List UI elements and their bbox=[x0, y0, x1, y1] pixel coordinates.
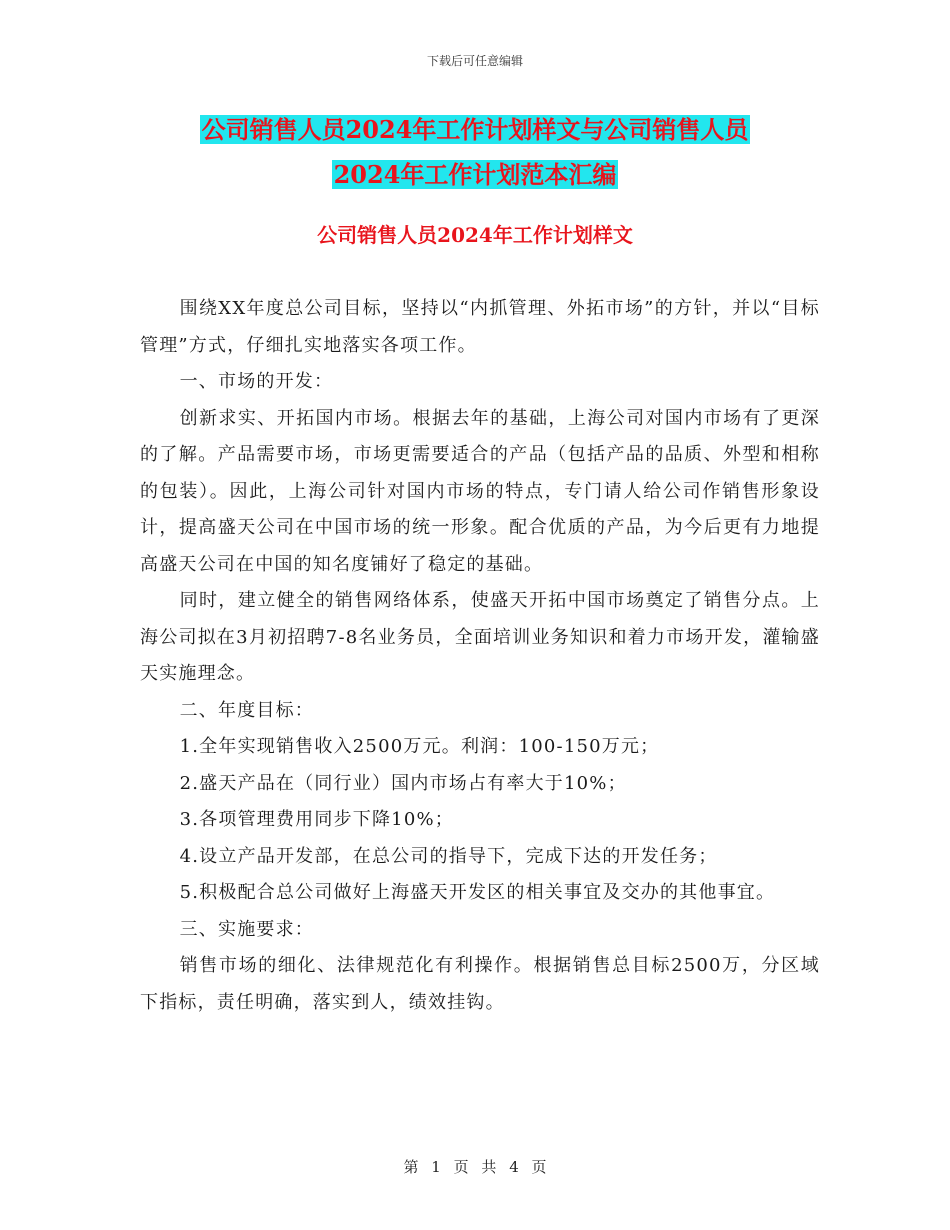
header-note: 下载后可任意编辑 bbox=[426, 54, 523, 68]
heading-market-development: 一、市场的开发： bbox=[179, 371, 334, 392]
document-body bbox=[140, 291, 820, 1021]
paragraph: 销售市场的细化、法律规范化有利操作。根据销售总目标2500万，分区域下指标，责任明确，落实到人，绩效挂钩。 bbox=[140, 955, 820, 1013]
document-title-line-1 bbox=[0, 112, 950, 148]
heading-implementation: 三、实施要求： bbox=[179, 918, 314, 940]
heading-annual-goals: 二、年度目标： bbox=[179, 699, 314, 721]
list-item: 4.设立产品开发部，在总公司的指导下，完成下达的开发任务； bbox=[179, 845, 718, 867]
page-number: 1 bbox=[431, 1158, 441, 1176]
paragraph: 创新求实、开拓国内市场。根据去年的基础，上海公司对国内市场有了更深的了解。产品需要市场，市场更需要适合的产品（包括产品的品质、外型和相称的包装）。因此，上海公司针对国内市场的特点，专门请人给公司作销售形象设计，提高盛天公司在中国市场的统一形象。配合优质的产品，为今后更有力地提高盛天公司在中国的知名度铺好了稳定的基础。 bbox=[140, 407, 820, 575]
footer-prefix: 第 bbox=[403, 1158, 419, 1176]
footer-unit: 页 bbox=[453, 1158, 469, 1176]
list-item: 3.各项管理费用同步下降10%； bbox=[179, 809, 454, 830]
paragraph: 围绕XX年度总公司目标，坚持以“内抓管理、外拓市场”的方针，并以“目标管理”方式，仔细扎实地落实各项工作。 bbox=[140, 298, 820, 356]
section-title: 公司销售人员2024年工作计划样文 bbox=[317, 223, 633, 247]
footer-total-prefix: 共 bbox=[481, 1158, 497, 1176]
page-footer bbox=[0, 1156, 950, 1177]
paragraph: 同时，建立健全的销售网络体系，使盛天开拓中国市场奠定了销售分点。上海公司拟在3月初招聘7-8名业务员，全面培训业务知识和着力市场开发，灌输盛天实施理念。 bbox=[140, 590, 820, 684]
total-pages: 4 bbox=[509, 1158, 519, 1176]
list-item: 1.全年实现销售收入2500万元。利润：100-150万元； bbox=[179, 736, 660, 757]
document-title-text-2: 2024年工作计划范本汇编 bbox=[333, 160, 617, 189]
list-item: 5.积极配合总公司做好上海盛天开发区的相关事宜及交办的其他事宜。 bbox=[179, 882, 776, 903]
list-item: 2.盛天产品在（同行业）国内市场占有率大于10%； bbox=[179, 772, 627, 794]
document-title-text-1: 公司销售人员2024年工作计划样文与公司销售人员 bbox=[201, 115, 749, 144]
document-title-line-2 bbox=[0, 157, 950, 193]
footer-total-unit: 页 bbox=[531, 1158, 547, 1176]
